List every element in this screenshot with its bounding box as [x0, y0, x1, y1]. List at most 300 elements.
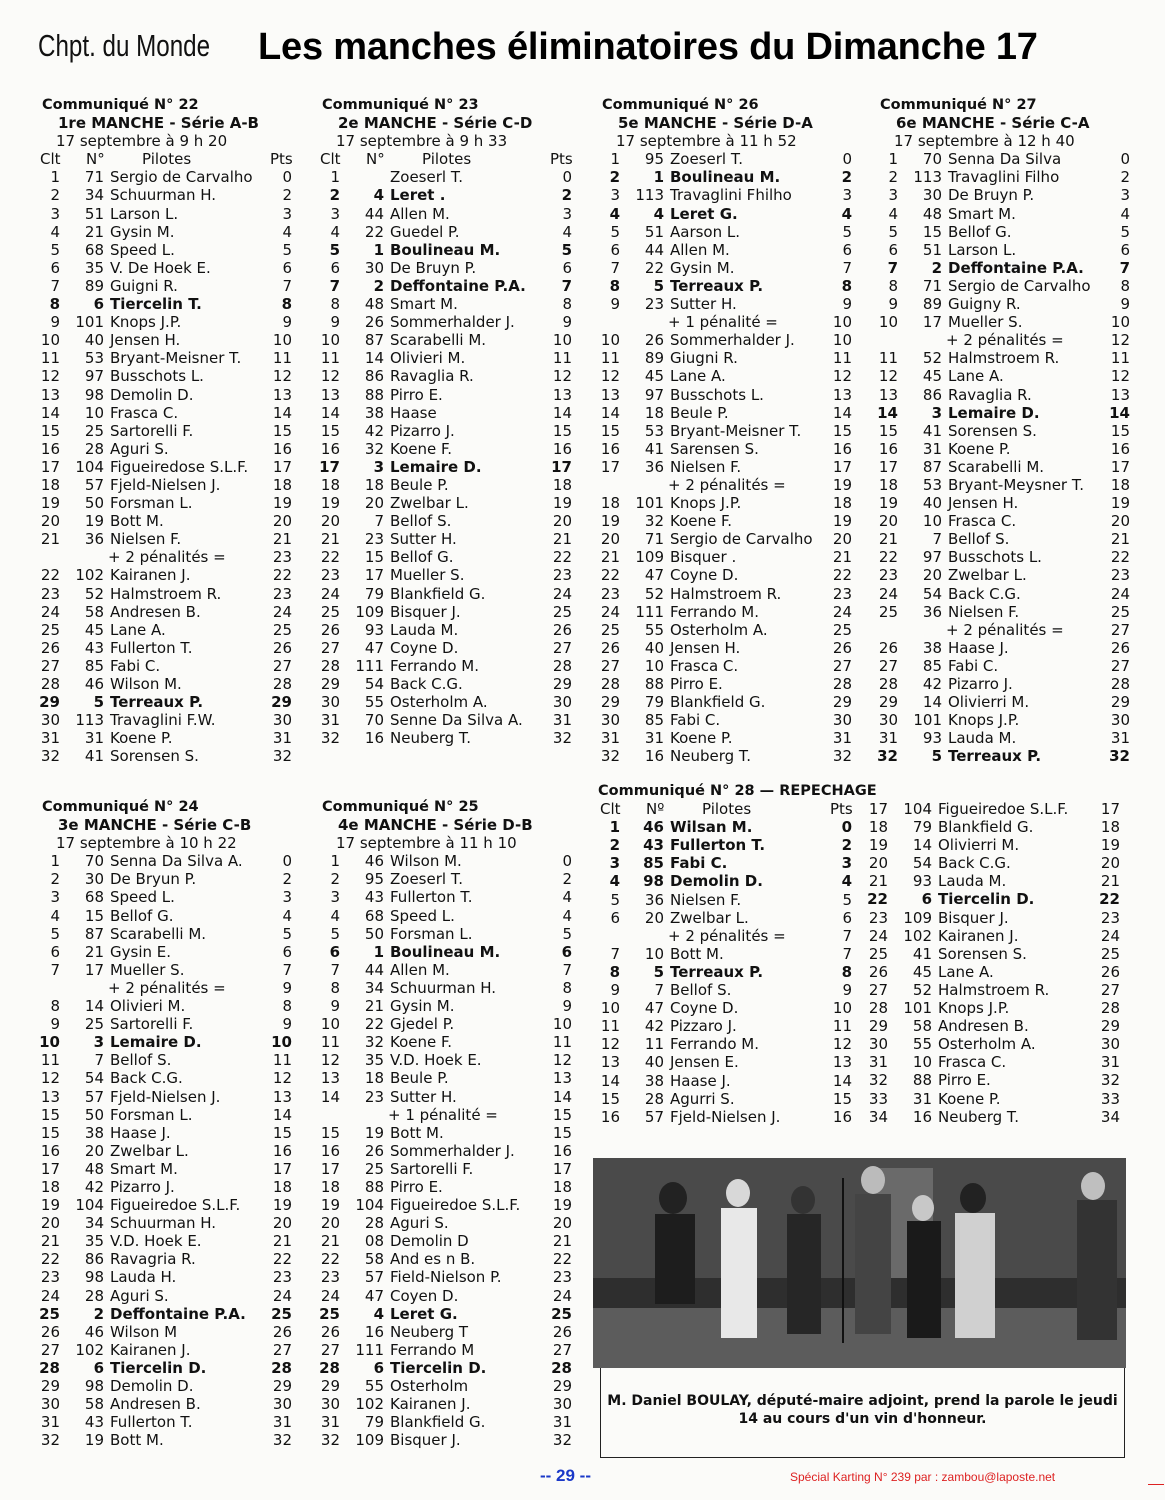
- row-kart-number: 43: [84, 638, 104, 657]
- row-kart-number: 26: [364, 1141, 384, 1160]
- result-row: [858, 963, 1128, 981]
- row-kart-number: 97: [84, 367, 104, 386]
- row-points: 0: [841, 818, 852, 837]
- row-kart-number: 89: [644, 349, 664, 368]
- row-pilot: Olivieri M.: [110, 997, 186, 1016]
- row-kart-number: 20: [84, 1141, 104, 1160]
- row-kart-number: 101: [635, 494, 664, 513]
- row-kart-number: 21: [364, 997, 384, 1016]
- row-pilot: Sommerhalder J.: [670, 331, 795, 350]
- row-points: 10: [832, 999, 852, 1018]
- row-kart-number: 42: [84, 1177, 104, 1196]
- row-pilot: Sergio de Carvalho: [110, 168, 253, 187]
- row-rank: 3: [50, 888, 60, 907]
- row-pilot: Field-Nielson P.: [390, 1268, 502, 1287]
- row-pilot: Nielsen F.: [110, 530, 182, 549]
- row-rank: 15: [600, 421, 620, 440]
- row-pilot: Schuurman H.: [110, 186, 217, 205]
- col-number: N°: [366, 150, 385, 169]
- result-row: [310, 404, 580, 422]
- col-pts: Pts: [830, 800, 853, 819]
- row-rank: 22: [320, 548, 340, 567]
- penalty-text: + 2 pénalités =: [668, 475, 786, 494]
- row-points: 7: [842, 258, 852, 277]
- row-rank: 10: [320, 331, 340, 350]
- row-rank: 16: [40, 439, 60, 458]
- row-pilot: And es n B.: [390, 1250, 476, 1269]
- row-pilot: Busschots L.: [110, 367, 204, 386]
- row-kart-number: 51: [84, 204, 104, 223]
- row-kart-number: 111: [355, 656, 384, 675]
- communique-title: Communiqué N° 27: [880, 97, 1037, 113]
- row-pilot: Blankfield G.: [390, 584, 486, 603]
- row-pilot: Pirro E.: [938, 1071, 991, 1090]
- row-pilot: Sorensen S.: [948, 421, 1037, 440]
- row-pilot: Lemaire D.: [110, 1033, 202, 1052]
- result-row: [30, 1287, 300, 1305]
- row-rank: 10: [878, 313, 898, 332]
- result-row: [310, 1142, 580, 1160]
- row-points: 11: [272, 1051, 292, 1070]
- row-kart-number: 28: [644, 1089, 664, 1108]
- row-pilot: Bellof S.: [948, 530, 1010, 549]
- row-pilot: Larson L.: [110, 204, 179, 223]
- row-points: 16: [1110, 439, 1130, 458]
- row-rank: 5: [610, 222, 620, 241]
- row-kart-number: 57: [364, 1268, 384, 1287]
- result-row: [858, 872, 1128, 890]
- row-rank: 10: [600, 331, 620, 350]
- row-pilot: Bellof G.: [110, 906, 174, 925]
- row-points: 15: [552, 1123, 572, 1142]
- row-pilot: Leret .: [390, 186, 446, 205]
- manche-title: 1re MANCHE - Série A-B: [58, 114, 259, 133]
- row-rank: 26: [320, 620, 340, 639]
- row-pilot: Neuberg T.: [390, 729, 472, 748]
- row-points: 4: [841, 872, 852, 891]
- row-kart-number: 58: [912, 1017, 932, 1036]
- row-points: 21: [272, 530, 292, 549]
- row-rank: 7: [330, 960, 340, 979]
- row-points: 25: [1110, 602, 1130, 621]
- row-rank: 25: [320, 602, 340, 621]
- row-points: 3: [282, 204, 292, 223]
- row-kart-number: 93: [364, 620, 384, 639]
- row-pilot: Koene F.: [670, 512, 732, 531]
- row-pilot: Back C.G.: [110, 1069, 183, 1088]
- row-kart-number: 17: [922, 313, 942, 332]
- row-kart-number: 14: [364, 349, 384, 368]
- row-rank: 20: [40, 512, 60, 531]
- row-kart-number: 19: [84, 1431, 104, 1450]
- row-kart-number: 98: [643, 872, 664, 891]
- result-row: [868, 729, 1138, 747]
- row-pilot: Sarensen S.: [670, 439, 759, 458]
- row-pilot: Lane A.: [670, 367, 726, 386]
- row-points: 28: [272, 675, 292, 693]
- row-rank: 2: [330, 870, 340, 889]
- row-rank: 29: [600, 693, 620, 712]
- row-kart-number: 54: [912, 854, 932, 873]
- result-row: [30, 223, 300, 241]
- row-points: 32: [1100, 1071, 1120, 1090]
- result-row: [310, 621, 580, 639]
- section-label: Chpt. du Monde: [38, 28, 211, 63]
- row-kart-number: 4: [373, 186, 384, 205]
- row-rank: 14: [320, 1087, 340, 1106]
- row-points: 29: [552, 675, 572, 693]
- row-pilot: Speed L.: [390, 906, 455, 925]
- row-pilot: Allen M.: [670, 240, 730, 259]
- row-pilot: Travaglini F.W.: [110, 711, 216, 730]
- row-points: 31: [552, 1413, 572, 1432]
- row-rank: 5: [330, 924, 340, 943]
- row-kart-number: 46: [84, 1322, 104, 1341]
- col-clt: Clt: [40, 150, 61, 169]
- result-row: [590, 729, 860, 747]
- row-pilot: Terreaux P.: [670, 276, 764, 295]
- result-row: [30, 1431, 300, 1449]
- row-points: 29: [832, 693, 852, 712]
- row-pilot: Bryant-Meysner T.: [948, 475, 1085, 494]
- col-pts: Pts: [270, 150, 293, 169]
- row-kart-number: 7: [932, 530, 942, 549]
- result-row: [310, 852, 580, 870]
- result-row: [30, 657, 300, 675]
- row-pilot: Ravaglia R.: [948, 385, 1032, 404]
- row-pilot: Kairanen J.: [390, 1395, 471, 1414]
- result-row: [868, 512, 1138, 530]
- row-pilot: Nielsen F.: [670, 457, 742, 476]
- result-row: [310, 1250, 580, 1268]
- row-pilot: Forsman L.: [110, 494, 193, 513]
- row-points: 9: [1120, 295, 1130, 314]
- row-kart-number: 88: [364, 385, 384, 404]
- row-kart-number: 85: [922, 656, 942, 675]
- row-rank: 22: [867, 890, 888, 909]
- row-points: 12: [832, 1035, 852, 1054]
- row-kart-number: 57: [84, 1087, 104, 1106]
- col-number: Nº: [646, 800, 665, 819]
- result-row: [590, 440, 860, 458]
- row-points: 8: [841, 276, 852, 295]
- row-kart-number: 31: [922, 439, 942, 458]
- result-row: [310, 925, 580, 943]
- result-row: [30, 1214, 300, 1232]
- row-points: 28: [552, 656, 572, 675]
- row-pilot: Figueiredoe S.L.F.: [110, 1196, 241, 1215]
- row-pilot: Zwelbar L.: [390, 494, 469, 513]
- row-points: 28: [1100, 999, 1120, 1018]
- row-rank: 2: [609, 836, 620, 855]
- result-row: [30, 168, 300, 186]
- result-row: [310, 259, 580, 277]
- row-points: 23: [1110, 566, 1130, 585]
- row-rank: 24: [40, 1286, 60, 1305]
- result-row: [868, 675, 1138, 693]
- row-rank: 27: [320, 1340, 340, 1359]
- row-points: 3: [842, 186, 852, 205]
- row-points: 18: [1100, 818, 1120, 837]
- row-points: 0: [1120, 150, 1130, 169]
- row-rank: 11: [600, 1017, 620, 1036]
- row-points: 16: [272, 439, 292, 458]
- row-rank: 16: [320, 1141, 340, 1160]
- row-points: 10: [271, 1033, 292, 1052]
- row-rank: 10: [39, 1033, 60, 1052]
- result-row: [310, 657, 580, 675]
- row-rank: 7: [610, 944, 620, 963]
- row-points: 8: [562, 978, 572, 997]
- result-row: [590, 566, 860, 584]
- row-kart-number: 25: [84, 421, 104, 440]
- manche-title: 4e MANCHE - Série D-B: [338, 816, 533, 835]
- row-rank: 5: [610, 890, 620, 909]
- row-pilot: Pizzaro J.: [670, 1017, 737, 1036]
- row-points: 18: [552, 1177, 572, 1196]
- row-kart-number: 87: [84, 924, 104, 943]
- result-row: [310, 943, 580, 961]
- row-kart-number: 5: [931, 747, 942, 766]
- row-pilot: Back C.G.: [938, 854, 1011, 873]
- row-points: 23: [552, 1268, 572, 1287]
- row-pilot: Lauda M.: [938, 872, 1007, 891]
- row-pilot: Demolin D: [390, 1232, 469, 1251]
- row-points: 31: [552, 711, 572, 730]
- row-pilot: Bisquer J.: [938, 908, 1009, 927]
- row-kart-number: 109: [355, 1431, 384, 1450]
- result-row: [590, 711, 860, 729]
- penalty-row: [30, 979, 300, 997]
- row-points: 12: [832, 367, 852, 386]
- row-rank: 26: [868, 962, 888, 981]
- row-points: 15: [832, 421, 852, 440]
- row-rank: 20: [320, 1214, 340, 1233]
- row-points: 20: [552, 512, 572, 531]
- row-rank: 19: [878, 494, 898, 513]
- result-row: [310, 979, 580, 997]
- row-pilot: Aarson L.: [670, 222, 741, 241]
- row-kart-number: 102: [75, 1340, 104, 1359]
- result-row: [310, 711, 580, 729]
- row-pilot: Ferrando M.: [390, 656, 479, 675]
- row-pilot: Pizarro J.: [110, 1177, 175, 1196]
- result-row: [310, 1088, 580, 1106]
- row-points: 22: [1099, 890, 1120, 909]
- row-pilot: Frasca C.: [938, 1053, 1007, 1072]
- row-rank: 22: [600, 566, 620, 585]
- row-pilot: Andresen B.: [110, 602, 201, 621]
- row-kart-number: 55: [364, 1377, 384, 1395]
- row-pilot: Figueiredoe S.L.F.: [938, 800, 1069, 818]
- result-row: [30, 259, 300, 277]
- row-rank: 10: [40, 331, 60, 350]
- row-points: 14: [272, 1105, 292, 1124]
- row-rank: 21: [878, 530, 898, 549]
- row-kart-number: 51: [644, 222, 664, 241]
- row-kart-number: 20: [364, 494, 384, 513]
- row-points: 10: [272, 331, 292, 350]
- row-kart-number: 25: [364, 1159, 384, 1178]
- row-points: 30: [1110, 711, 1130, 730]
- row-pilot: Osterholm: [390, 1377, 469, 1395]
- col-pts: Pts: [550, 150, 573, 169]
- communique-27: [868, 96, 1138, 765]
- row-kart-number: 47: [364, 1286, 384, 1305]
- row-pilot: V.D. Hoek E.: [110, 1232, 202, 1251]
- result-row: [868, 205, 1138, 223]
- result-row: [310, 1359, 580, 1377]
- row-points: 20: [552, 1214, 572, 1233]
- result-row: [310, 168, 580, 186]
- row-pilot: Koene P.: [110, 729, 173, 748]
- row-rank: 29: [878, 693, 898, 712]
- row-points: 19: [1100, 836, 1120, 855]
- row-pilot: Fjeld-Nielsen J.: [110, 475, 221, 494]
- penalty-text: + 1 pénalité =: [668, 313, 778, 332]
- row-kart-number: 101: [913, 711, 942, 730]
- row-pilot: Coyne D.: [670, 566, 739, 585]
- row-kart-number: 46: [643, 818, 664, 837]
- row-pilot: Halmstroem R.: [938, 980, 1050, 999]
- result-row: [868, 150, 1138, 168]
- row-rank: 15: [878, 421, 898, 440]
- row-points: 2: [841, 836, 852, 855]
- row-kart-number: 22: [364, 222, 384, 241]
- row-rank: 5: [50, 240, 60, 259]
- row-pilot: Bott M.: [390, 1123, 444, 1142]
- row-kart-number: 43: [364, 888, 384, 907]
- row-pilot: Deffontaine P.A.: [948, 258, 1084, 277]
- row-points: 19: [272, 1196, 292, 1215]
- result-row: [868, 386, 1138, 404]
- row-rank: 15: [320, 421, 340, 440]
- row-pilot: Tiercelin D.: [110, 1358, 207, 1377]
- row-rank: 8: [330, 978, 340, 997]
- row-kart-number: 30: [84, 870, 104, 889]
- col-pilotes: Pilotes: [422, 150, 472, 169]
- row-pilot: Sartorelli F.: [110, 421, 194, 440]
- row-points: 21: [272, 1232, 292, 1251]
- row-points: 11: [832, 349, 852, 368]
- row-pilot: Jensen H.: [948, 494, 1019, 513]
- row-points: 24: [272, 1286, 292, 1305]
- result-row: [590, 999, 860, 1017]
- row-pilot: Gysin E.: [110, 942, 172, 961]
- row-points: 20: [1110, 512, 1130, 531]
- row-rank: 9: [50, 1015, 60, 1034]
- result-row: [30, 1051, 300, 1069]
- row-kart-number: 31: [644, 729, 664, 748]
- row-points: 16: [272, 1141, 292, 1160]
- row-rank: 20: [320, 512, 340, 531]
- result-row: [310, 870, 580, 888]
- penalty-text: + 1 pénalité =: [388, 1105, 498, 1124]
- row-kart-number: 70: [922, 150, 942, 169]
- result-row: [310, 1196, 580, 1214]
- result-row: [590, 277, 860, 295]
- row-points: 25: [832, 620, 852, 639]
- row-pilot: Olivierri M.: [948, 693, 1030, 712]
- col-number: N°: [86, 150, 105, 169]
- row-pilot: Koene F.: [390, 1033, 452, 1052]
- result-row: [310, 1178, 580, 1196]
- row-rank: 17: [320, 1159, 340, 1178]
- row-pilot: Gysin M.: [110, 222, 175, 241]
- row-kart-number: 88: [364, 1177, 384, 1196]
- row-pilot: Bryant-Meisner T.: [110, 349, 242, 368]
- row-pilot: Scarabelli M.: [110, 924, 207, 943]
- row-points: 16: [832, 1107, 852, 1126]
- result-row: [868, 295, 1138, 313]
- result-row: [30, 1142, 300, 1160]
- row-rank: 21: [320, 530, 340, 549]
- row-rank: 31: [878, 729, 898, 748]
- row-rank: 14: [320, 403, 340, 422]
- result-row: [30, 1323, 300, 1341]
- row-rank: 17: [878, 457, 898, 476]
- row-rank: 10: [320, 1015, 340, 1034]
- manche-title: 2e MANCHE - Série C-D: [338, 114, 533, 133]
- row-points: 6: [1120, 240, 1130, 259]
- row-points: 7: [842, 926, 852, 945]
- row-points: 22: [552, 548, 572, 567]
- communique-title: Communiqué N° 24: [42, 799, 199, 815]
- row-kart-number: 79: [364, 584, 384, 603]
- row-pilot: Agurri S.: [670, 1089, 735, 1108]
- result-row: [30, 386, 300, 404]
- row-rank: 12: [600, 1035, 620, 1054]
- row-kart-number: 16: [364, 729, 384, 748]
- row-points: 15: [832, 1089, 852, 1108]
- row-points: 15: [272, 1123, 292, 1142]
- row-points: 14: [552, 403, 572, 422]
- row-rank: 6: [50, 258, 60, 277]
- row-kart-number: 26: [364, 313, 384, 332]
- row-pilot: Koene P.: [670, 729, 733, 748]
- row-points: 22: [1110, 548, 1130, 567]
- row-kart-number: 6: [93, 1358, 104, 1377]
- row-points: 6: [282, 258, 292, 277]
- row-kart-number: 5: [93, 693, 104, 712]
- result-row: [590, 981, 860, 999]
- row-points: 22: [832, 566, 852, 585]
- row-rank: 21: [320, 1232, 340, 1251]
- race-date: 17 septembre à 9 h 20: [56, 132, 228, 151]
- row-rank: 7: [329, 276, 340, 295]
- row-pilot: Zoeserl T.: [390, 870, 463, 889]
- row-pilot: Coyne D.: [390, 638, 459, 657]
- row-rank: 23: [868, 908, 888, 927]
- result-row: [310, 675, 580, 693]
- row-points: 3: [1120, 186, 1130, 205]
- row-pilot: Forsman L.: [110, 1105, 193, 1124]
- row-rank: 14: [877, 403, 898, 422]
- row-rank: 15: [600, 1089, 620, 1108]
- result-row: [30, 997, 300, 1015]
- result-row: [868, 241, 1138, 259]
- row-kart-number: 32: [364, 439, 384, 458]
- result-row: [30, 747, 300, 765]
- row-points: 5: [282, 240, 292, 259]
- result-row: [310, 1341, 580, 1359]
- row-pilot: Lemaire D.: [948, 403, 1040, 422]
- row-rank: 30: [868, 1035, 888, 1054]
- row-rank: 8: [49, 295, 60, 314]
- row-rank: 21: [868, 872, 888, 891]
- row-kart-number: 57: [84, 475, 104, 494]
- row-pilot: Demolin D.: [110, 385, 194, 404]
